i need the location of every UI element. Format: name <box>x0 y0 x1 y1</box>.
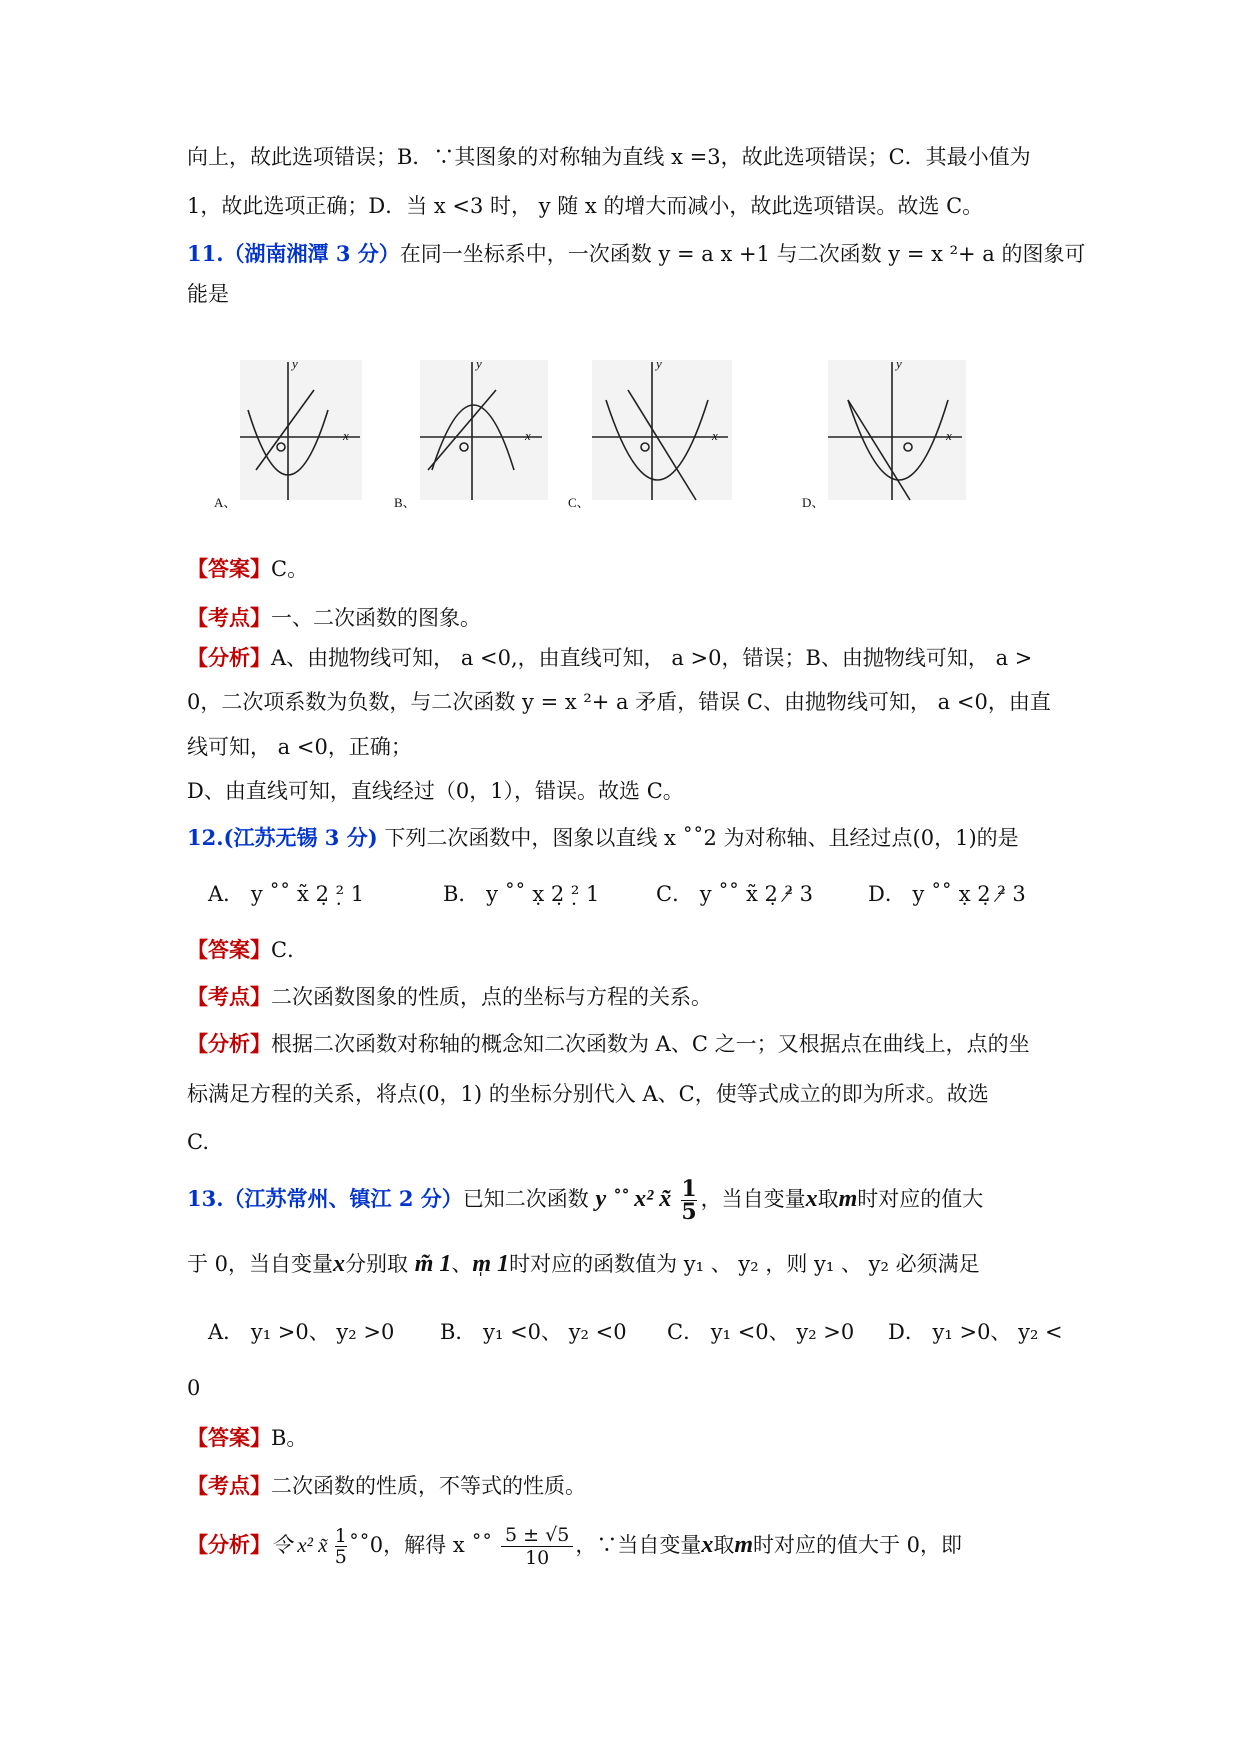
analysis-line: C. <box>187 1130 209 1154</box>
analysis-text: ，∵当自变量 <box>575 1533 702 1557</box>
question-number: 11. <box>187 241 224 266</box>
question-12-stem <box>187 824 1019 852</box>
question-text: 时对应的函数值为 y₁ 、 y₂ ，则 y₁ 、 y₂ 必须满足 <box>509 1252 980 1276</box>
answer-tag: 【答案】 <box>187 1425 271 1450</box>
analysis-tag: 【分析】 <box>187 645 271 670</box>
option-b: B． y ˚˚ x̣ 2̣ ²̣ 1 <box>443 882 600 906</box>
analysis-text: A、由抛物线可知， a <0,，由直线可知， a >0，错误；B、由抛物线可知， a > <box>271 646 1033 670</box>
question-text: 分别取 <box>345 1252 409 1276</box>
question-13-stem-cont <box>187 1250 980 1278</box>
analysis-text: ˚˚0，解得 x ˚˚ <box>348 1533 493 1557</box>
paragraph-line: 1，故此选项正确；D．当 x <3 时， y 随 x 的增大而减小，故此选项错误。故选 C。 <box>187 194 984 218</box>
x-axis-label: x <box>525 428 531 443</box>
option-a: A． y₁ >0、 y₂ >0 <box>208 1320 395 1344</box>
option-c: C． y₁ <0、 y₂ >0 <box>667 1320 855 1344</box>
graph-label: A、 <box>214 495 237 510</box>
question-text: 于 0，当自变量 <box>187 1252 334 1276</box>
question-text: ，当自变量 <box>700 1187 806 1211</box>
y-axis-label: y <box>896 356 902 371</box>
fraction-denominator: 5 <box>334 1546 347 1568</box>
fraction <box>335 1526 347 1567</box>
question-text: 取 <box>817 1187 839 1211</box>
question-text: 时对应的值大 <box>857 1187 984 1211</box>
question-text: 已知二次函数 <box>462 1187 589 1211</box>
function-formula: y ˚˚ x² x̃ <box>595 1186 678 1212</box>
graph-option-a <box>212 356 362 518</box>
fraction-denominator: 5 <box>681 1199 697 1225</box>
fraction-denominator: 10 <box>525 1547 550 1569</box>
x-axis-label: x <box>946 428 952 443</box>
fraction-numerator: 1 <box>334 1525 347 1547</box>
answer-tag: 【答案】 <box>187 937 271 962</box>
analysis-text: 取 <box>713 1533 735 1557</box>
kaodian-tag: 【考点】 <box>187 605 271 630</box>
graph-option-b <box>392 356 550 518</box>
question-source: （江苏常州、镇江 2 分） <box>223 1186 463 1211</box>
graph-option-c <box>566 356 736 518</box>
variable-x: x <box>805 1186 818 1212</box>
analysis-line: 标满足方程的关系，将点(0，1) 的坐标分别代入 A、C，使等式成立的即为所求。故选 <box>187 1082 989 1106</box>
kaodian-text: 一、二次函数的图象。 <box>271 606 481 630</box>
analysis-formula: 令 x² x̃ <box>271 1533 333 1557</box>
fraction <box>681 1178 696 1223</box>
analysis-line: D、由直线可知，直线经过（0，1），错误。故选 C。 <box>187 779 684 803</box>
question-number: 13. <box>187 1186 224 1211</box>
kaodian-tag: 【考点】 <box>187 1473 271 1498</box>
analysis-tag: 【分析】 <box>187 1532 271 1557</box>
analysis-text: 时对应的值大于 0，即 <box>753 1533 963 1557</box>
answer-line <box>187 936 308 964</box>
kaodian-line <box>187 604 481 632</box>
kaodian-line <box>187 983 712 1011</box>
variable-x: x <box>333 1251 346 1277</box>
variable-m: m <box>838 1186 858 1212</box>
fraction-numerator: 5 ± √5 <box>501 1524 573 1547</box>
analysis-line: 线可知， a <0，正确； <box>187 735 412 759</box>
graph-label: C、 <box>568 495 590 510</box>
analysis-line <box>187 1030 1030 1058</box>
question-text: 在同一坐标系中，一次函数 y = a x +1 与二次函数 y = x ²+ a 的图象可 <box>399 242 1086 266</box>
answer-line <box>187 1424 307 1452</box>
kaodian-text: 二次函数图象的性质，点的坐标与方程的关系。 <box>271 985 712 1009</box>
variable-x: x <box>701 1532 714 1558</box>
question-text: 下列二次函数中，图象以直线 x ˚˚2 为对称轴、且经过点(0，1)的是 <box>377 826 1019 850</box>
question-11-stem <box>187 240 1086 268</box>
answer-text: C。 <box>271 557 309 581</box>
option-a: A． y ˚˚ x̃ 2̣ ²̣ 1 <box>208 882 365 906</box>
m-minus-1: m̃ 1 <box>414 1251 452 1277</box>
paragraph-line: 向上，故此选项错误；B．∵其图象的对称轴为直线 x =3，故此选项错误；C．其最小值为 <box>187 145 1031 169</box>
option-c: C． y ˚˚ x̃ 2̣ ²̷ 3 <box>656 882 813 906</box>
graph-option-d <box>800 356 970 518</box>
question-text: 、 <box>451 1252 473 1276</box>
question-11-stem-cont: 能是 <box>187 282 229 306</box>
fraction <box>501 1524 573 1569</box>
option-d: D． y₁ >0、 y₂ < <box>888 1320 1063 1344</box>
graph-label: D、 <box>802 495 825 510</box>
answer-text: B。 <box>271 1426 308 1450</box>
fraction-numerator: 1 <box>681 1176 697 1202</box>
answer-text: C． <box>271 938 309 962</box>
analysis-line: 0，二次项系数为负数，与二次函数 y = x ²+ a 矛盾，错误 C、由抛物线可知， a <0，由直 <box>187 690 1051 714</box>
y-axis-label: y <box>292 356 298 371</box>
question-source: (江苏无锡 3 分) <box>223 825 378 850</box>
kaodian-tag: 【考点】 <box>187 984 271 1009</box>
x-axis-label: x <box>343 428 349 443</box>
option-d-wrap: 0 <box>187 1376 201 1400</box>
option-d: D． y ˚˚ x̣ 2̣ ²̷ 3 <box>868 882 1026 906</box>
graph-label: B、 <box>394 495 416 510</box>
analysis-text: 根据二次函数对称轴的概念知二次函数为 A、C 之一；又根据点在曲线上，点的坐 <box>271 1032 1030 1056</box>
y-axis-label: y <box>476 356 482 371</box>
question-13-stem <box>187 1178 983 1223</box>
analysis-line <box>187 1524 962 1569</box>
y-axis-label: y <box>656 356 662 371</box>
answer-line <box>187 555 308 583</box>
kaodian-line <box>187 1472 586 1500</box>
x-axis-label: x <box>712 428 718 443</box>
kaodian-text: 二次函数的性质，不等式的性质。 <box>271 1474 586 1498</box>
option-b: B． y₁ <0、 y₂ <0 <box>440 1320 627 1344</box>
answer-tag: 【答案】 <box>187 556 271 581</box>
question-source: （湖南湘潭 3 分） <box>223 241 400 266</box>
variable-m: m <box>734 1532 753 1558</box>
m-plus-1: m̩ 1 <box>472 1251 510 1277</box>
question-number: 12. <box>187 825 224 850</box>
analysis-line <box>187 644 1032 672</box>
analysis-tag: 【分析】 <box>187 1031 271 1056</box>
